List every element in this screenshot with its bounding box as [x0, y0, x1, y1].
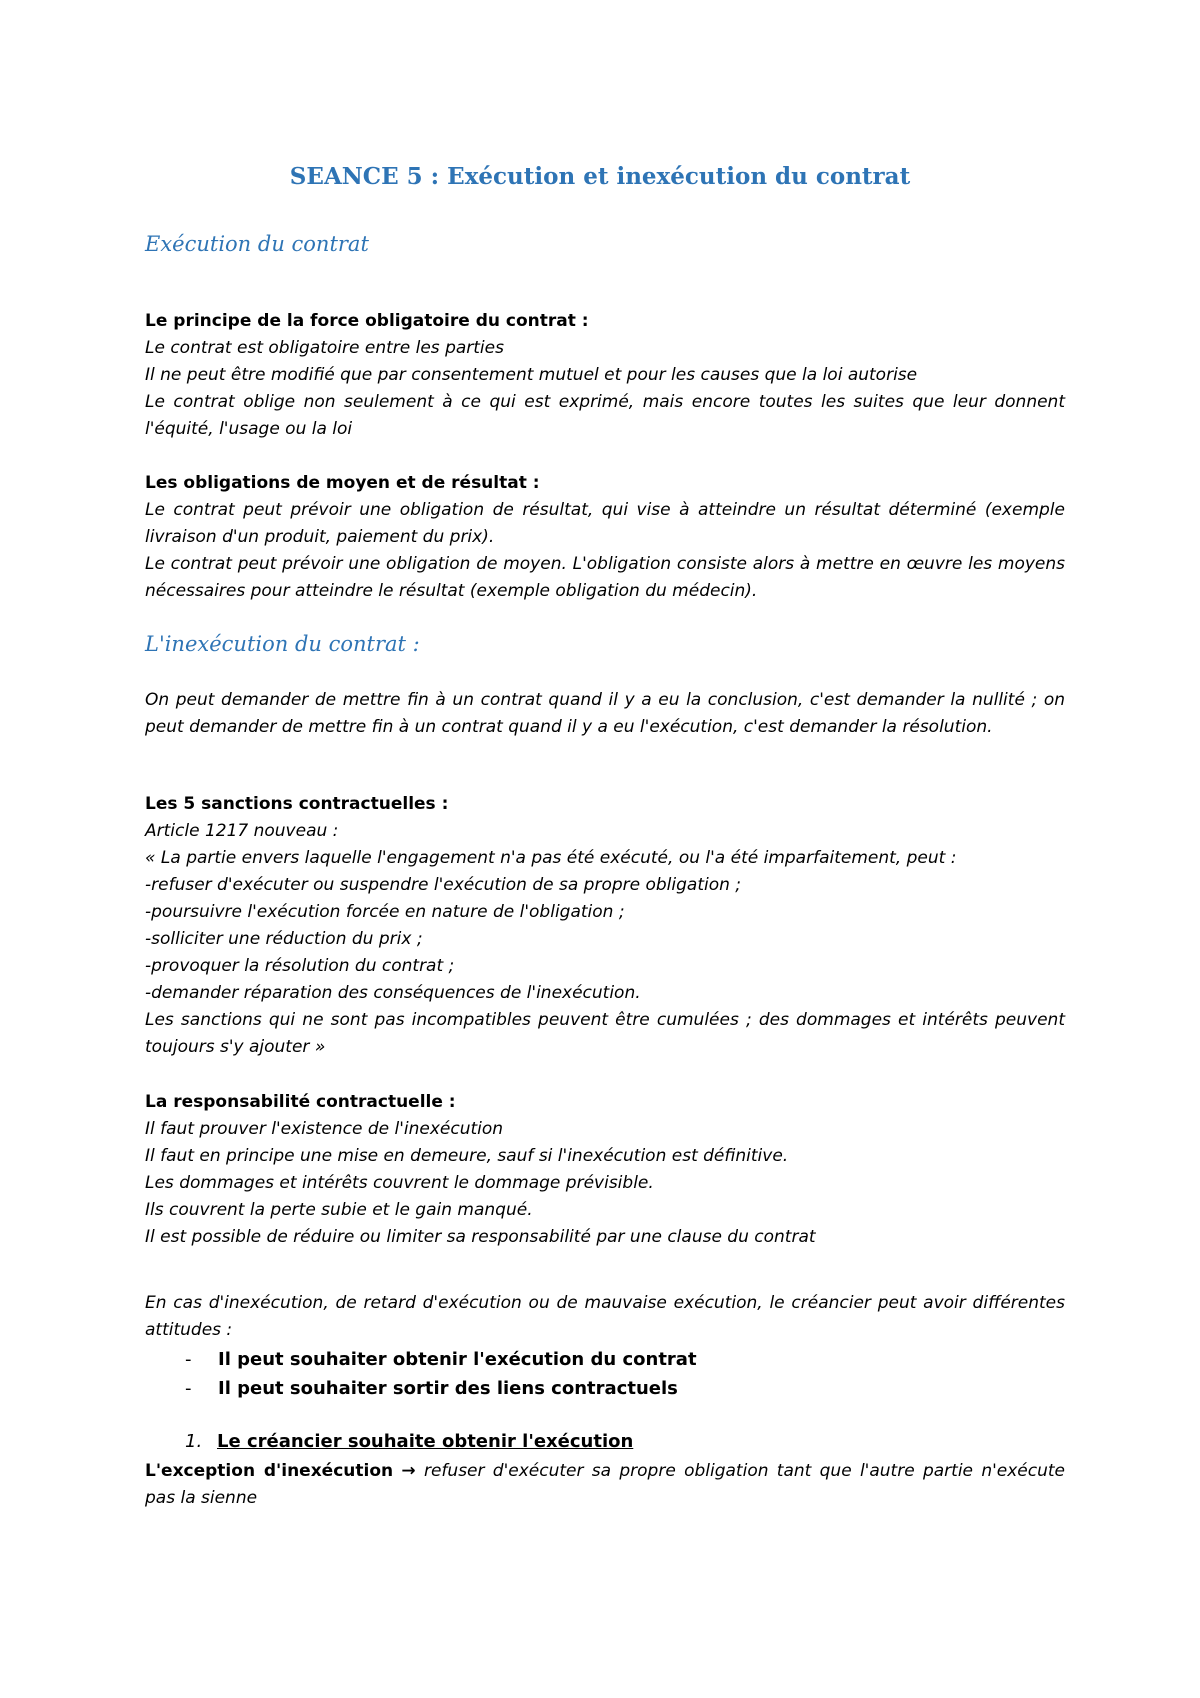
sanctions-closing: Les sanctions qui ne sont pas incompatibles peuvent être cumulées ; des dommages et intérêts peuvent toujours s'y ajouter »: [145, 1010, 1065, 1057]
numbered-heading-text: Le créancier souhaite obtenir l'exécution: [217, 1431, 634, 1452]
exception-term: L'exception d'inexécution: [145, 1461, 394, 1481]
section-heading-execution: Exécution du contrat: [145, 232, 369, 256]
exception-definition: refuser d'exécuter sa propre obligation tant que l'autre partie n'exécute pas la sienne: [145, 1461, 1065, 1508]
bullet-marker: -: [185, 1349, 192, 1370]
bullet-marker: -: [185, 1378, 192, 1399]
page-title: SEANCE 5 : Exécution et inexécution du contrat: [289, 163, 911, 190]
attitude-bullet-text: Il peut souhaiter sortir des liens contractuels: [218, 1378, 678, 1399]
obligations-block: [145, 470, 1065, 605]
article-reference: Article 1217 nouveau :: [145, 821, 339, 841]
responsabilite-line: Ils couvrent la perte subie et le gain manqué.: [145, 1200, 533, 1220]
principe-line-3: Le contrat oblige non seulement à ce qui est exprimé, mais encore toutes les suites que leur donnent l'équité, l'usage ou la loi: [145, 392, 1065, 439]
responsabilite-block: [145, 1089, 1065, 1251]
attitudes-intro: En cas d'inexécution, de retard d'exécution ou de mauvaise exécution, le créancier peut avoir différentes attitudes :: [145, 1293, 1065, 1340]
attitude-bullet-text: Il peut souhaiter obtenir l'exécution du contrat: [218, 1349, 697, 1370]
inexecution-intro: On peut demander de mettre fin à un contrat quand il y a eu la conclusion, c'est demander la nullité ; on peut demander de mettre fin à un contrat quand il y a eu l'exécution, c'est demander la résolution.: [145, 690, 1065, 737]
exception-paragraph: [145, 1458, 1065, 1512]
obligations-paragraph-2: Le contrat peut prévoir une obligation de moyen. L'obligation consiste alors à mettre en œuvre les moyens nécessaires pour atteindre le résultat (exemple obligation du médecin).: [145, 554, 1065, 601]
responsabilite-heading: La responsabilité contractuelle :: [145, 1092, 456, 1112]
numbered-heading: [185, 1428, 633, 1455]
arrow-icon: →: [401, 1461, 416, 1481]
principe-block: [145, 308, 1065, 443]
sanction-item: -refuser d'exécuter ou suspendre l'exécution de sa propre obligation ;: [145, 875, 742, 895]
sanctions-block: [145, 791, 1065, 1061]
principe-heading: Le principe de la force obligatoire du contrat :: [145, 311, 589, 331]
attitude-bullet-1: [185, 1345, 697, 1374]
sanction-item: -solliciter une réduction du prix ;: [145, 929, 423, 949]
quote-intro: « La partie envers laquelle l'engagement n'a pas été exécuté, ou l'a été imparfaitement, peut :: [145, 848, 957, 868]
responsabilite-line: Il faut en principe une mise en demeure, sauf si l'inexécution est définitive.: [145, 1146, 789, 1166]
attitude-bullet-2: [185, 1374, 678, 1403]
responsabilite-line: Il est possible de réduire ou limiter sa responsabilité par une clause du contrat: [145, 1227, 816, 1247]
sanction-item: -demander réparation des conséquences de l'inexécution.: [145, 983, 641, 1003]
principe-line-1: Le contrat est obligatoire entre les parties: [145, 338, 504, 358]
section-heading-inexecution: L'inexécution du contrat :: [145, 632, 420, 656]
responsabilite-line: Les dommages et intérêts couvrent le dommage prévisible.: [145, 1173, 654, 1193]
sanction-item: -provoquer la résolution du contrat ;: [145, 956, 455, 976]
heading-number: 1.: [185, 1431, 203, 1452]
responsabilite-line: Il faut prouver l'existence de l'inexécution: [145, 1119, 504, 1139]
principe-line-2: Il ne peut être modifié que par consentement mutuel et pour les causes que la loi autorise: [145, 365, 918, 385]
obligations-heading: Les obligations de moyen et de résultat :: [145, 473, 540, 493]
obligations-paragraph-1: Le contrat peut prévoir une obligation de résultat, qui vise à atteindre un résultat déterminé (exemple livraison d'un produit, paiement du prix).: [145, 500, 1065, 547]
sanction-item: -poursuivre l'exécution forcée en nature de l'obligation ;: [145, 902, 625, 922]
sanctions-heading: Les 5 sanctions contractuelles :: [145, 794, 449, 814]
